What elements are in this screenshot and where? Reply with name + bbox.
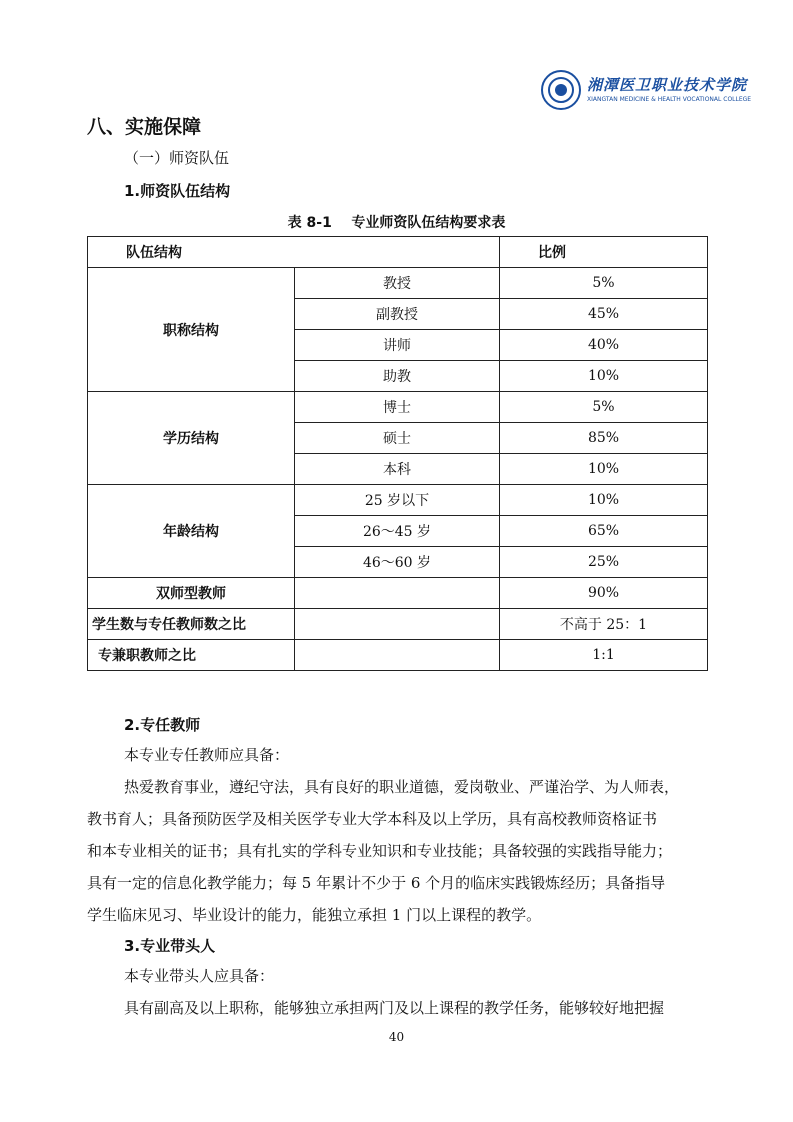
group-title-rank: 职称结构 — [88, 268, 295, 392]
row-item: 副教授 — [295, 299, 500, 330]
row-item: 博士 — [295, 392, 500, 423]
college-logo — [541, 70, 752, 114]
single-title: 专兼职教师之比 — [88, 640, 295, 671]
section-title: 八、实施保障 — [87, 116, 202, 138]
single-title: 学生数与专任教师数之比 — [88, 609, 295, 640]
section2-line: 和本专业相关的证书；具有扎实的学科专业知识和专业技能；具备较强的实践指导能力； — [87, 842, 673, 860]
table-caption: 表 8-1 专业师资队伍结构要求表 — [287, 215, 506, 231]
row-item: 助教 — [295, 361, 500, 392]
row-item: 25 岁以下 — [295, 485, 500, 516]
row-value: 85% — [500, 423, 708, 454]
row-item: 硕士 — [295, 423, 500, 454]
table-row — [88, 392, 708, 423]
faculty-structure-table — [87, 236, 708, 671]
single-title: 双师型教师 — [88, 578, 295, 609]
group-title-education: 学历结构 — [88, 392, 295, 485]
row-value: 1:1 — [500, 640, 708, 671]
row-value: 不高于 25：1 — [500, 609, 708, 640]
college-emblem-icon — [541, 70, 581, 110]
row-item: 本科 — [295, 454, 500, 485]
page-number: 40 — [388, 1030, 405, 1044]
row-item — [295, 578, 500, 609]
row-item: 46～60 岁 — [295, 547, 500, 578]
section2-line: 学生临床见习、毕业设计的能力，能独立承担 1 门以上课程的教学。 — [87, 906, 542, 924]
table-row — [88, 268, 708, 299]
row-value: 40% — [500, 330, 708, 361]
row-item: 教授 — [295, 268, 500, 299]
subsection-title: （一）师资队伍 — [124, 149, 230, 167]
table-row — [88, 485, 708, 516]
row-item: 讲师 — [295, 330, 500, 361]
section3-intro: 本专业带头人应具备： — [124, 967, 275, 985]
section3-title: 3.专业带头人 — [124, 937, 216, 955]
section2-line: 教书育人；具备预防医学及相关医学专业大学本科及以上学历，具有高校教师资格证书 — [87, 810, 658, 828]
row-item — [295, 640, 500, 671]
sub-subsection-title: 1.师资队伍结构 — [124, 182, 231, 200]
row-item — [295, 609, 500, 640]
row-value: 65% — [500, 516, 708, 547]
row-value: 10% — [500, 454, 708, 485]
header-structure: 队伍结构 — [88, 237, 500, 268]
row-value: 10% — [500, 361, 708, 392]
table-row — [88, 609, 708, 640]
row-value: 5% — [500, 392, 708, 423]
row-value: 90% — [500, 578, 708, 609]
table-row — [88, 640, 708, 671]
section2-intro: 本专业专任教师应具备： — [124, 746, 290, 764]
header-ratio: 比例 — [500, 237, 708, 268]
row-item: 26～45 岁 — [295, 516, 500, 547]
row-value: 25% — [500, 547, 708, 578]
college-name-en: XIANGTAN MEDICINE & HEALTH VOCATIONAL COLLEGE — [587, 96, 752, 103]
section2-title: 2.专任教师 — [124, 716, 201, 734]
section2-line: 具有一定的信息化教学能力；每 5 年累计不少于 6 个月的临床实践锻炼经历；具备指导 — [87, 874, 666, 892]
college-name: 湘潭医卫职业技术学院 — [587, 76, 748, 94]
table-header-row — [88, 237, 708, 268]
row-value: 5% — [500, 268, 708, 299]
row-value: 10% — [500, 485, 708, 516]
section3-line: 具有副高及以上职称，能够独立承担两门及以上课程的教学任务，能够较好地把握 — [124, 999, 665, 1017]
section2-line: 热爱教育事业，遵纪守法，具有良好的职业道德，爱岗敬业、严谨治学、为人师表， — [124, 778, 680, 796]
group-title-age: 年龄结构 — [88, 485, 295, 578]
row-value: 45% — [500, 299, 708, 330]
table-row — [88, 578, 708, 609]
